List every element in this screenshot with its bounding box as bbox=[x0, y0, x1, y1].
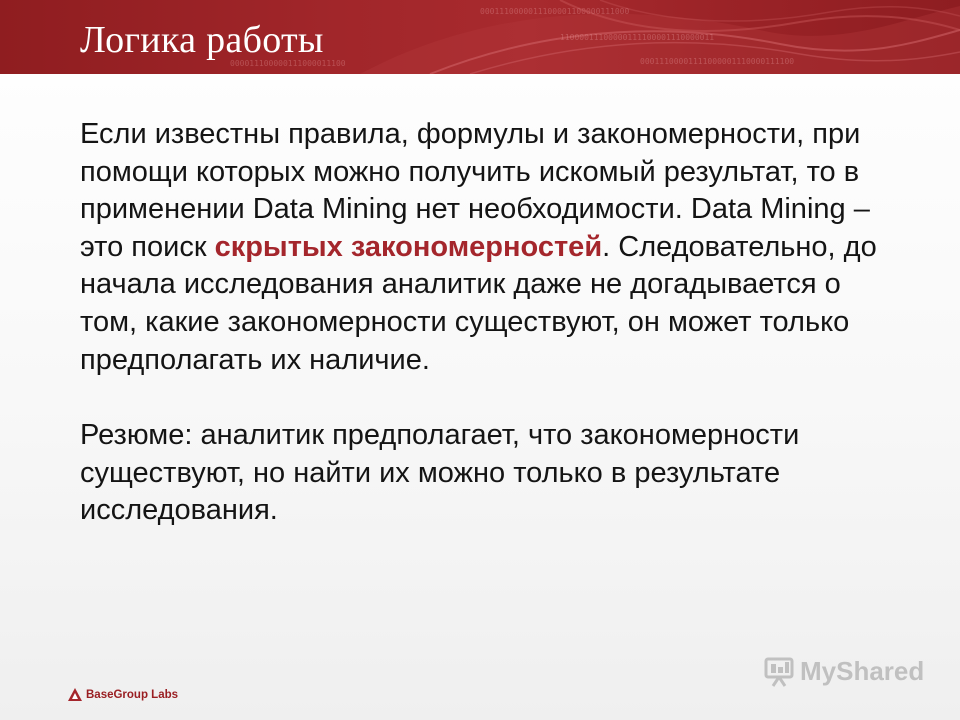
paragraph-main-text-end: . Следовательно, до начала исследования аналитик даже не догадывается о том, какие закономерности существуют, он может только предполагать их наличие. bbox=[80, 230, 877, 376]
slide-body bbox=[80, 116, 900, 530]
paragraph-main-text-start: Если известны правила, формулы и закономерности, при помощи которых можно получить искомый результат, то в применении Data Mining нет необходимости. Data Mining – это поиск bbox=[80, 118, 870, 263]
svg-text:110000111000001111000011100000: 11000011100000111100001110000011 bbox=[560, 33, 715, 42]
title-bar bbox=[0, 0, 960, 74]
svg-text:000111000001110000110000011100: 0001110000011100001100000111000 bbox=[480, 7, 630, 16]
highlighted-term: скрытых закономерностей bbox=[214, 230, 603, 263]
myshared-watermark bbox=[764, 656, 924, 687]
paragraph-main bbox=[80, 116, 900, 379]
basegroup-logo-text: BaseGroup Labs bbox=[86, 688, 179, 701]
presentation-screen-icon bbox=[764, 657, 796, 687]
basegroup-triangle-icon bbox=[68, 688, 82, 701]
svg-text:000011100000111000011100: 000011100000111000011100 bbox=[230, 59, 346, 68]
paragraph-summary: Резюме: аналитик предполагает, что закономерности существуют, но найти их можно только в результате исследования. bbox=[80, 419, 800, 527]
slide-title: Логика работы bbox=[80, 19, 324, 61]
myshared-text: MyShared bbox=[800, 656, 925, 686]
svg-text:000111000011110000011100001111: 00011100001111000001110000111100 bbox=[640, 57, 795, 66]
basegroup-logo bbox=[68, 688, 178, 701]
